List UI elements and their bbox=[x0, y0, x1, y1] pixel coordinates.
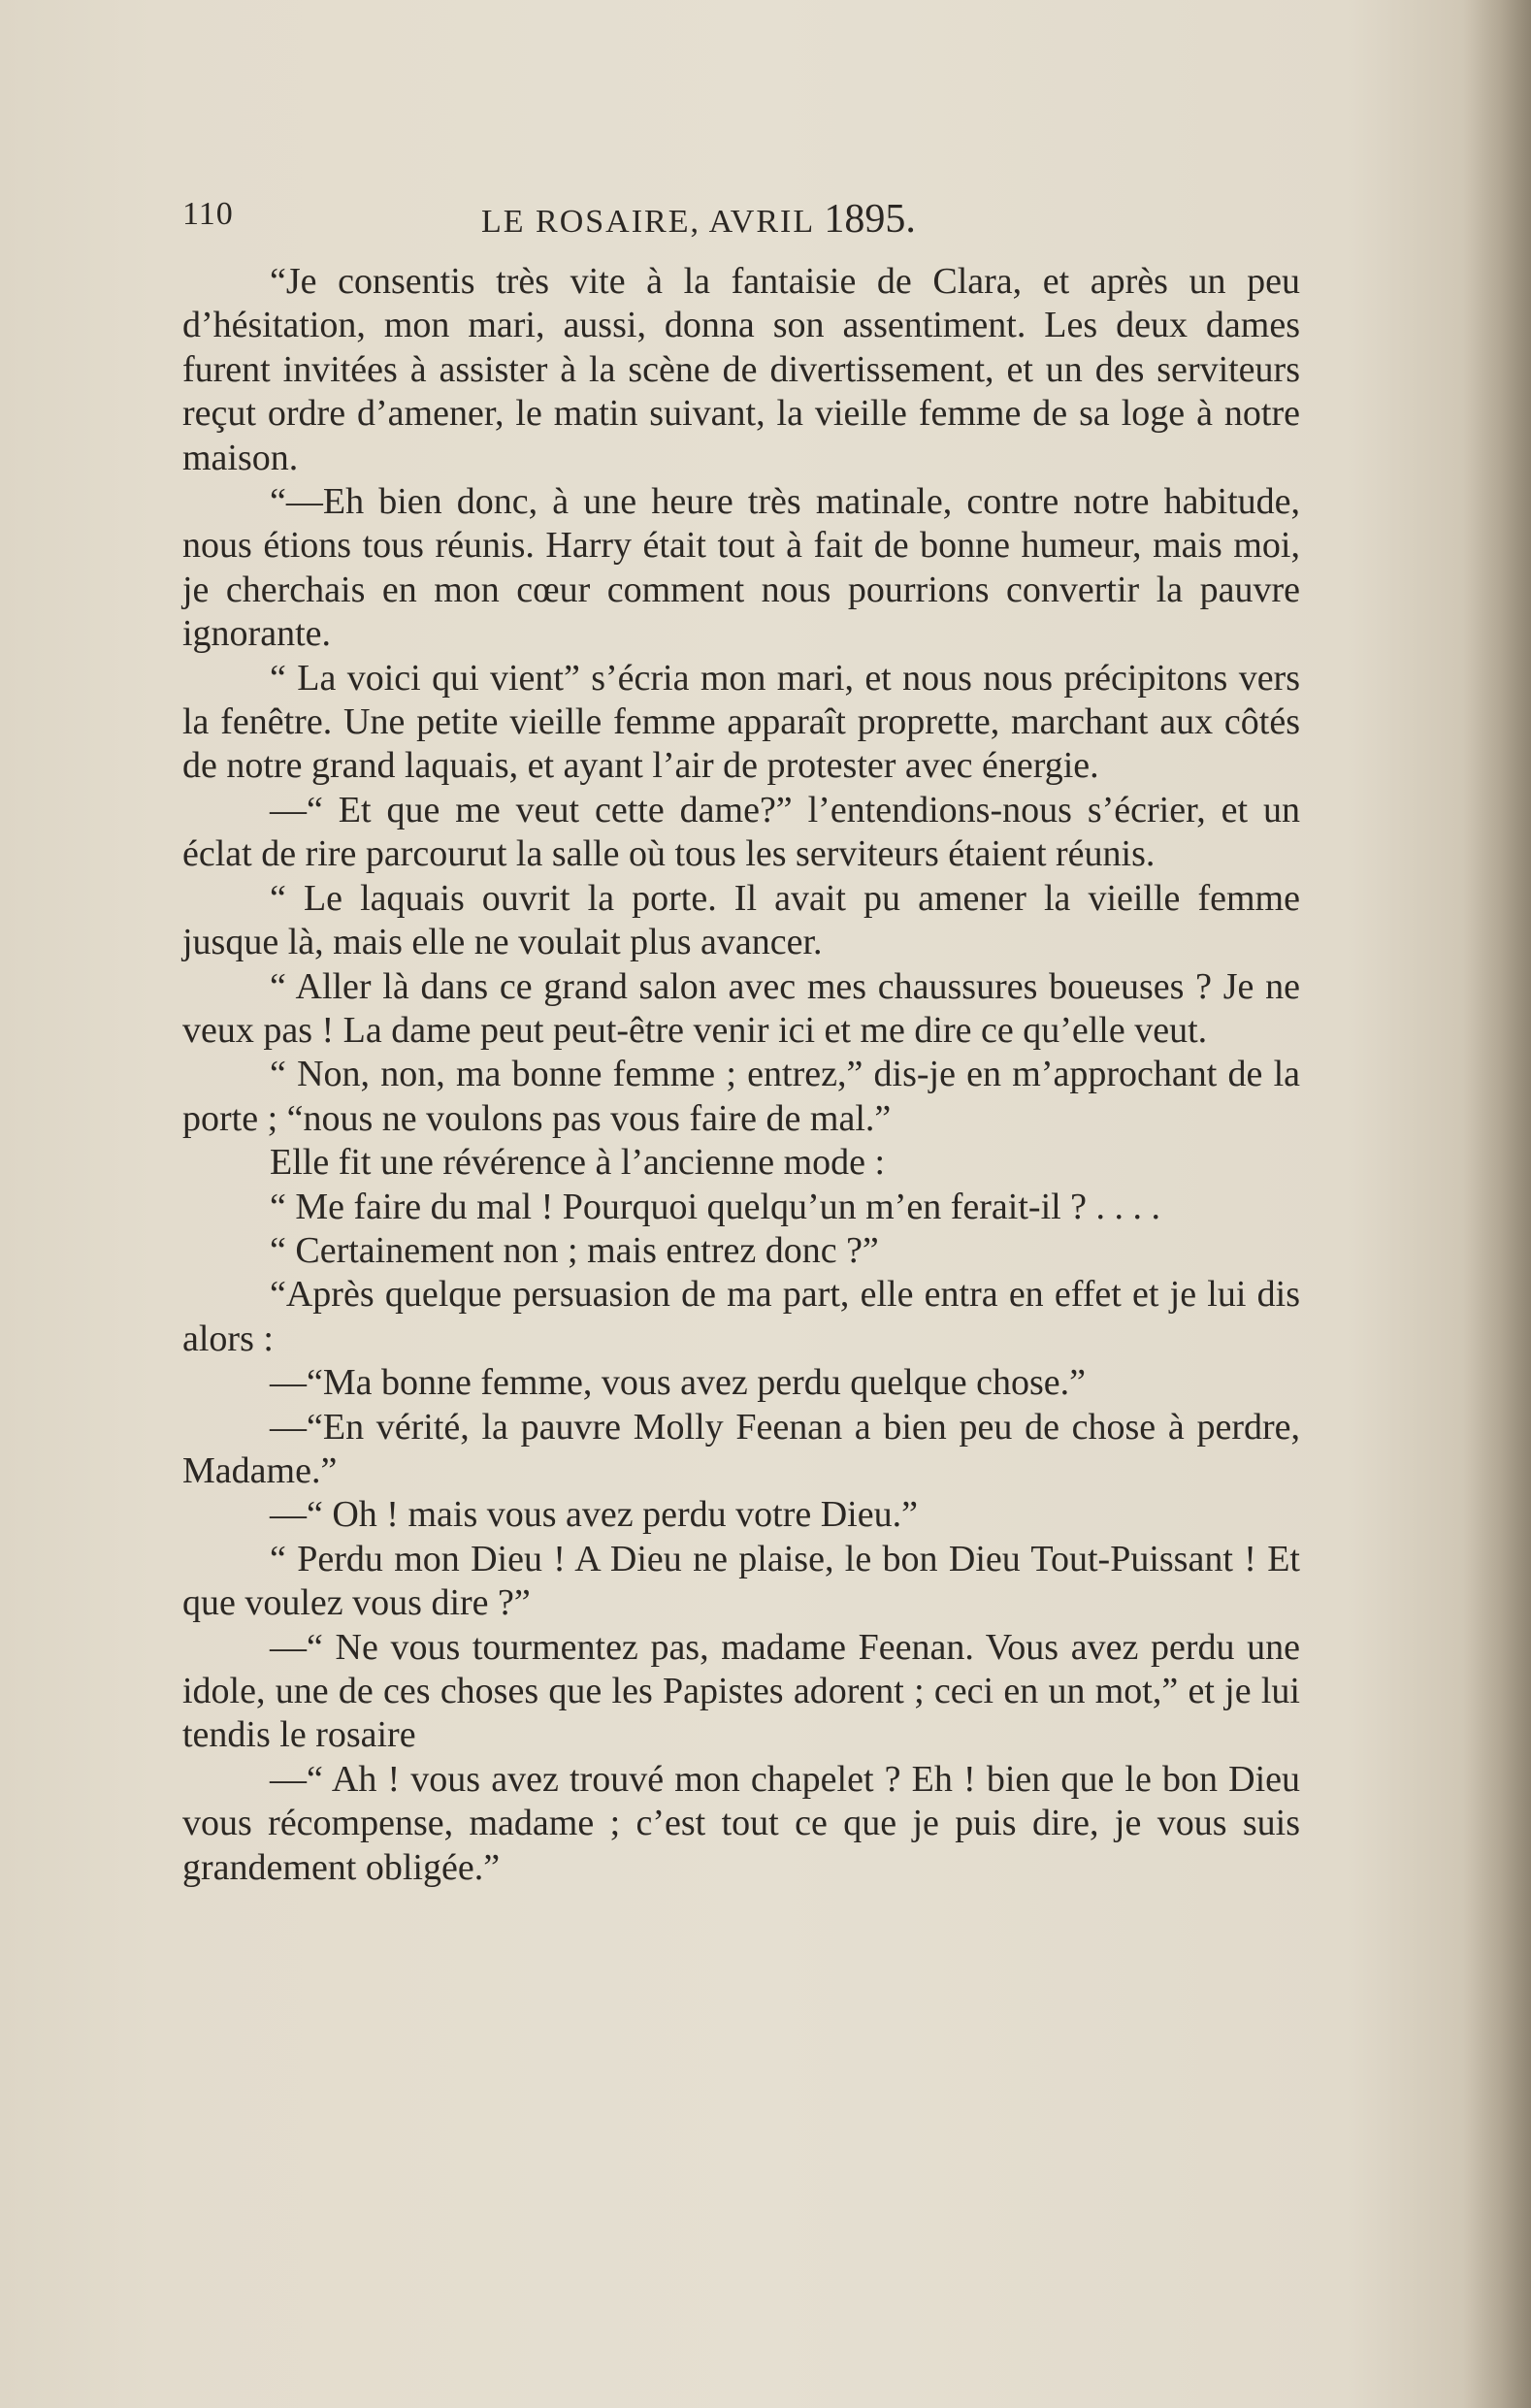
page-spine-shadow bbox=[1463, 0, 1531, 2408]
paragraph: “Après quelque persuasion de ma part, elle entra en effet et je lui dis alors : bbox=[182, 1274, 1300, 1359]
paragraph: “—Eh bien donc, à une heure très matinale, contre notre habitude, nous étions tous réunis. Harry était tout à fait de bonne humeur, mais moi, je cherchais en mon cœur comment nous pourrions convertir la pauvre ignorante. bbox=[182, 481, 1300, 655]
paragraph: “Je consentis très vite à la fantaisie de Clara, et après un peu d’hésitation, mon mari, aussi, donna son assentiment. Les deux dames furent invitées à assister à la scène de divertissement, et un des serviteurs reçut ordre d’amener, le matin suivant, la vieille femme de sa loge à notre maison. bbox=[182, 261, 1300, 478]
running-title-text: LE ROSAIRE, AVRIL bbox=[481, 204, 825, 240]
paragraph: “ Certainement non ; mais entrez donc ?” bbox=[270, 1229, 879, 1271]
running-title-year: 1895. bbox=[824, 197, 916, 242]
paragraph: —“ Et que me veut cette dame?” l’entendions-nous s’écrier, et un éclat de rire parcourut la salle où tous les serviteurs étaient réunis. bbox=[182, 789, 1300, 875]
running-head bbox=[182, 196, 997, 243]
body-text bbox=[182, 260, 1300, 1890]
paragraph: —“Ma bonne femme, vous avez perdu quelque chose.” bbox=[270, 1362, 1086, 1404]
running-title bbox=[481, 196, 916, 243]
paragraph: “ Le laquais ouvrit la porte. Il avait pu amener la vieille femme jusque là, mais elle ne voulait plus avancer. bbox=[182, 877, 1300, 963]
paragraph: —“ Ah ! vous avez trouvé mon chapelet ? Eh ! bien que le bon Dieu vous récompense, madame ; c’est tout ce que je puis dire, je vous suis grandement obligée.” bbox=[182, 1758, 1300, 1888]
paragraph: Elle fit une révérence à l’ancienne mode : bbox=[270, 1142, 886, 1184]
paragraph: —“En vérité, la pauvre Molly Feenan a bien peu de chose à perdre, Madame.” bbox=[182, 1406, 1300, 1491]
page-number: 110 bbox=[182, 196, 234, 232]
paragraph: —“ Oh ! mais vous avez perdu votre Dieu.” bbox=[270, 1494, 918, 1536]
paragraph: “ La voici qui vient” s’écria mon mari, et nous nous précipitons vers la fenêtre. Une petite vieille femme apparaît proprette, marchant aux côtés de notre grand laquais, et ayant l’air de protester avec énergie. bbox=[182, 657, 1300, 787]
paragraph: “ Non, non, ma bonne femme ; entrez,” dis-je en m’approchant de la porte ; “nous ne voulons pas vous faire de mal.” bbox=[182, 1054, 1300, 1139]
paragraph: “ Aller là dans ce grand salon avec mes chaussures boueuses ? Je ne veux pas ! La dame peut peut-être venir ici et me dire ce qu’elle veut. bbox=[182, 965, 1300, 1051]
paragraph: “ Me faire du mal ! Pourquoi quelqu’un m’en ferait-il ? . . . . bbox=[270, 1186, 1161, 1227]
paragraph: “ Perdu mon Dieu ! A Dieu ne plaise, le bon Dieu Tout-Puissant ! Et que voulez vous dire ?” bbox=[182, 1538, 1300, 1624]
paragraph: —“ Ne vous tourmentez pas, madame Feenan. Vous avez perdu une idole, une de ces choses que les Papistes adorent ; ceci en un mot,” et je lui tendis le rosaire bbox=[182, 1626, 1300, 1756]
